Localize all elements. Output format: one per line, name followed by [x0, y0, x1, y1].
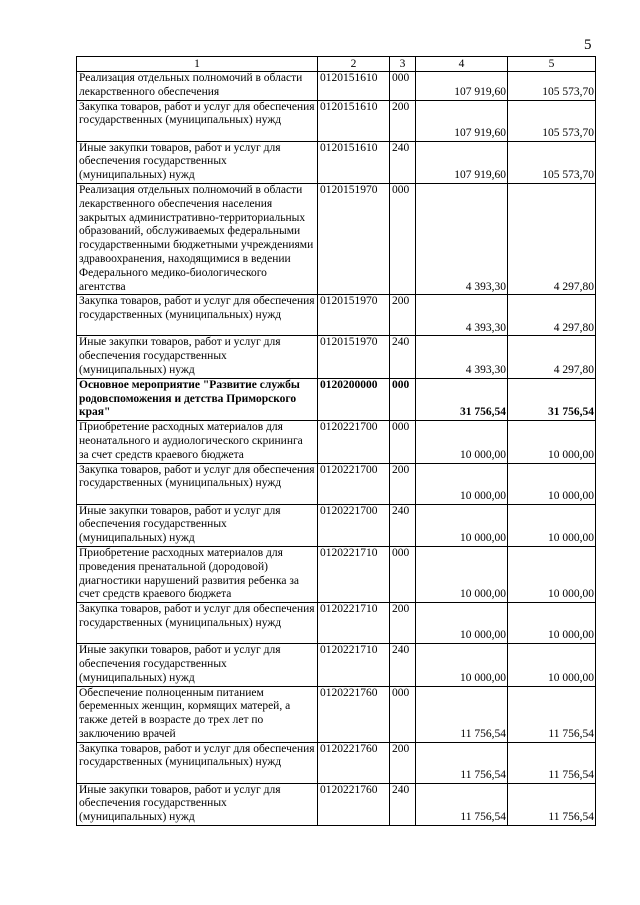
row-value-4-cell: 4 393,30 — [416, 295, 508, 336]
row-value-5-cell: 11 756,54 — [508, 783, 596, 825]
row-value-4-cell: 107 919,60 — [416, 72, 508, 101]
row-value-4-cell: 107 919,60 — [416, 141, 508, 183]
row-type-cell: 200 — [390, 295, 416, 336]
row-value-5-cell: 10 000,00 — [508, 546, 596, 602]
table-row — [77, 546, 596, 602]
page-number: 5 — [584, 37, 592, 53]
row-code-cell: 0120221760 — [318, 783, 390, 825]
row-value-4-cell: 10 000,00 — [416, 546, 508, 602]
row-value-5-cell: 4 297,80 — [508, 183, 596, 294]
row-value-5-cell: 10 000,00 — [508, 463, 596, 504]
table-row — [77, 463, 596, 504]
row-name-cell: Закупка товаров, работ и услуг для обеспечения государственных (муниципальных) нужд — [77, 295, 318, 336]
row-code-cell: 0120151610 — [318, 100, 390, 141]
table-row — [77, 72, 596, 101]
table-row — [77, 295, 596, 336]
row-value-5-cell: 4 297,80 — [508, 295, 596, 336]
row-name-cell: Реализация отдельных полномочий в области лекарственного обеспечения населения закрытых административно-территориальных образований, обслуживаемых федеральными государственными бюджетными учреждениями здравоохранения, находящимися в ведении Федерального медико-биологического агентства — [77, 183, 318, 294]
row-code-cell: 0120200000 — [318, 378, 390, 420]
row-type-cell: 240 — [390, 141, 416, 183]
row-value-5-cell: 4 297,80 — [508, 336, 596, 378]
row-type-cell: 200 — [390, 463, 416, 504]
table-body — [77, 72, 596, 826]
table-row — [77, 336, 596, 378]
row-code-cell: 0120221710 — [318, 546, 390, 602]
row-value-4-cell: 4 393,30 — [416, 336, 508, 378]
row-name-cell: Закупка товаров, работ и услуг для обеспечения государственных (муниципальных) нужд — [77, 463, 318, 504]
row-value-4-cell: 10 000,00 — [416, 421, 508, 463]
row-name-cell: Иные закупки товаров, работ и услуг для обеспечения государственных (муниципальных) нужд — [77, 783, 318, 825]
header-cell-value-5: 5 — [508, 57, 596, 72]
row-type-cell: 200 — [390, 603, 416, 644]
row-type-cell: 240 — [390, 504, 416, 546]
table-row — [77, 421, 596, 463]
row-name-cell: Приобретение расходных материалов для проведения пренатальной (дородовой) диагностики нарушений развития ребенка за счет средств краевого бюджета — [77, 546, 318, 602]
table-row — [77, 603, 596, 644]
row-value-4-cell: 11 756,54 — [416, 742, 508, 783]
row-name-cell: Реализация отдельных полномочий в области лекарственного обеспечения — [77, 72, 318, 101]
row-code-cell: 0120221760 — [318, 742, 390, 783]
row-code-cell: 0120151610 — [318, 141, 390, 183]
header-cell-value-4: 4 — [416, 57, 508, 72]
row-code-cell: 0120151970 — [318, 336, 390, 378]
row-value-5-cell: 105 573,70 — [508, 141, 596, 183]
row-value-4-cell: 11 756,54 — [416, 686, 508, 742]
table-row — [77, 686, 596, 742]
row-value-4-cell: 10 000,00 — [416, 504, 508, 546]
table-row — [77, 183, 596, 294]
table-row — [77, 100, 596, 141]
row-type-cell: 000 — [390, 421, 416, 463]
row-name-cell: Основное мероприятие "Развитие службы родовспоможения и детства Приморского края" — [77, 378, 318, 420]
row-code-cell: 0120151970 — [318, 295, 390, 336]
header-cell-name: 1 — [77, 57, 318, 72]
row-value-5-cell: 10 000,00 — [508, 603, 596, 644]
row-value-4-cell: 10 000,00 — [416, 603, 508, 644]
row-code-cell: 0120221710 — [318, 644, 390, 686]
table-row — [77, 644, 596, 686]
row-name-cell: Иные закупки товаров, работ и услуг для обеспечения государственных (муниципальных) нужд — [77, 141, 318, 183]
row-value-4-cell: 107 919,60 — [416, 100, 508, 141]
header-cell-type: 3 — [390, 57, 416, 72]
row-type-cell: 200 — [390, 100, 416, 141]
row-code-cell: 0120221700 — [318, 421, 390, 463]
row-value-4-cell: 10 000,00 — [416, 463, 508, 504]
row-name-cell: Приобретение расходных материалов для неонатального и аудиологического скрининга за счет средств краевого бюджета — [77, 421, 318, 463]
row-name-cell: Иные закупки товаров, работ и услуг для обеспечения государственных (муниципальных) нужд — [77, 336, 318, 378]
header-cell-code: 2 — [318, 57, 390, 72]
row-code-cell: 0120151610 — [318, 72, 390, 101]
table-row — [77, 504, 596, 546]
row-value-5-cell: 105 573,70 — [508, 72, 596, 101]
row-type-cell: 240 — [390, 644, 416, 686]
row-value-4-cell: 31 756,54 — [416, 378, 508, 420]
row-type-cell: 240 — [390, 336, 416, 378]
row-value-5-cell: 31 756,54 — [508, 378, 596, 420]
row-value-4-cell: 11 756,54 — [416, 783, 508, 825]
row-name-cell: Закупка товаров, работ и услуг для обеспечения государственных (муниципальных) нужд — [77, 742, 318, 783]
row-type-cell: 000 — [390, 378, 416, 420]
table-row — [77, 742, 596, 783]
row-value-5-cell: 10 000,00 — [508, 504, 596, 546]
row-name-cell: Иные закупки товаров, работ и услуг для обеспечения государственных (муниципальных) нужд — [77, 504, 318, 546]
row-type-cell: 000 — [390, 546, 416, 602]
row-value-5-cell: 11 756,54 — [508, 742, 596, 783]
row-name-cell: Обеспечение полноценным питанием беременных женщин, кормящих матерей, а также детей в возрасте до трех лет по заключению врачей — [77, 686, 318, 742]
budget-table — [76, 56, 596, 826]
row-type-cell: 200 — [390, 742, 416, 783]
row-name-cell: Закупка товаров, работ и услуг для обеспечения государственных (муниципальных) нужд — [77, 603, 318, 644]
header-row — [77, 57, 596, 72]
row-code-cell: 0120221710 — [318, 603, 390, 644]
row-code-cell: 0120221700 — [318, 463, 390, 504]
row-type-cell: 000 — [390, 183, 416, 294]
row-value-5-cell: 10 000,00 — [508, 644, 596, 686]
row-code-cell: 0120151970 — [318, 183, 390, 294]
row-name-cell: Иные закупки товаров, работ и услуг для обеспечения государственных (муниципальных) нужд — [77, 644, 318, 686]
row-type-cell: 000 — [390, 686, 416, 742]
row-value-4-cell: 4 393,30 — [416, 183, 508, 294]
row-code-cell: 0120221760 — [318, 686, 390, 742]
row-value-5-cell: 11 756,54 — [508, 686, 596, 742]
table-row — [77, 783, 596, 825]
row-value-5-cell: 105 573,70 — [508, 100, 596, 141]
row-type-cell: 000 — [390, 72, 416, 101]
row-type-cell: 240 — [390, 783, 416, 825]
row-name-cell: Закупка товаров, работ и услуг для обеспечения государственных (муниципальных) нужд — [77, 100, 318, 141]
row-code-cell: 0120221700 — [318, 504, 390, 546]
row-value-5-cell: 10 000,00 — [508, 421, 596, 463]
row-value-4-cell: 10 000,00 — [416, 644, 508, 686]
table-row — [77, 378, 596, 420]
table-row — [77, 141, 596, 183]
